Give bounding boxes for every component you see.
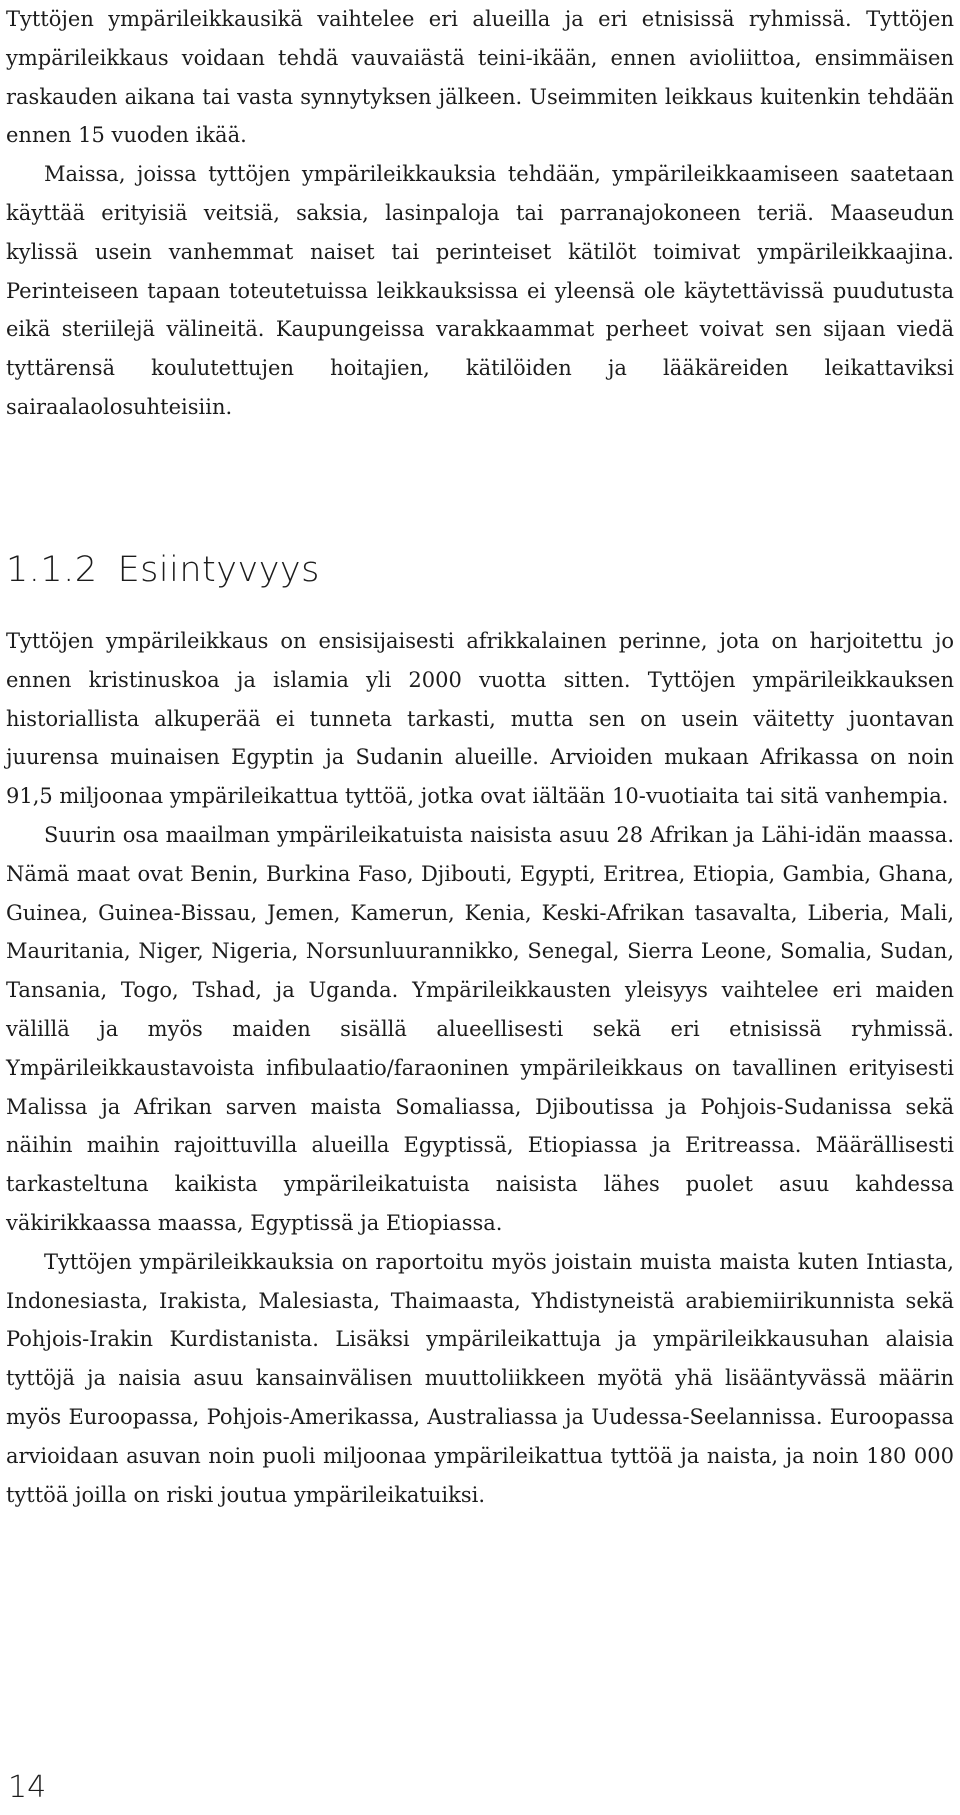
prevalence-text-block: [6, 622, 954, 1514]
paragraph-circumcision-tools: Maissa, joissa tyttöjen ympärileikkauksia tehdään, ympärileikkaamiseen saatetaan käyttää erityisiä veitsiä, saksia, lasinpaloja tai parranajokoneen teriä. Maaseudun kylissä usein vanhemmat naiset tai perinteiset kätilöt toimivat ympärileikkaajina. Perinteiseen tapaan toteutetuissa leikkauksissa ei yleensä ole käytettävissä puudutusta eikä steriilejä välineitä. Kaupungeissa varakkaammat perheet voivat sen sijaan viedä tyttärensä koulutettujen hoitajien, kätilöiden ja lääkäreiden leikattaviksi sairaalaolosuhteisiin.: [6, 162, 954, 419]
section-heading: [6, 548, 320, 592]
paragraph-circumcision-age: Tyttöjen ympärileikkausikä vaihtelee eri alueilla ja eri etnisissä ryhmissä. Tyttöjen ympärileikkaus voidaan tehdä vauvaiästä teini-ikään, ennen avioliittoa, ensimmäisen raskauden aikana tai vasta synnytyksen jälkeen. Useimmiten leikkaus kuitenkin tehdään ennen 15 vuoden ikää.: [6, 7, 954, 148]
paragraph-countries: Suurin osa maailman ympärileikatuista naisista asuu 28 Afrikan ja Lähi-idän maassa. Nämä maat ovat Benin, Burkina Faso, Djibouti, Egypti, Eritrea, Etiopia, Gambia, Ghana, Guinea, Guinea-Bissau, Jemen, Kamerun, Kenia, Keski-Afrikan tasavalta, Liberia, Mali, Mauritania, Niger, Nigeria, Norsunluurannikko, Senegal, Sierra Leone, Somalia, Sudan, Tansania, Togo, Tshad, ja Uganda. Ympärileikkausten yleisyys vaihtelee eri maiden välillä ja myös maiden sisällä alueellisesti sekä eri etnisissä ryhmissä. Ympärileikkaustavoista infibulaatio/faraoninen ympärileikkaus on tavallinen erityisesti Malissa ja Afrikan sarven maista Somaliassa, Djiboutissa ja Pohjois-Sudanissa sekä näihin maihin rajoittuvilla alueilla Egyptissä, Etiopiassa ja Eritreassa. Määrällisesti tarkasteltuna kaikista ympärileikatuista naisista lähes puolet asuu kahdessa väkirikkaassa maassa, Egyptissä ja Etiopiassa.: [6, 822, 954, 1235]
section-title: Esiintyvyys: [117, 550, 320, 590]
intro-text-block: [6, 0, 954, 427]
page-number: 14: [8, 1770, 47, 1805]
paragraph-african-tradition: Tyttöjen ympärileikkaus on ensisijaisesti afrikkalainen perinne, jota on harjoitettu jo ennen kristinuskoa ja islamia yli 2000 vuotta sitten. Tyttöjen ympärileikkauksen historiallista alkuperää ei tunneta tarkasti, mutta sen on usein väitetty juontavan juurensa muinaisen Egyptin ja Sudanin alueille. Arvioiden mukaan Afrikassa on noin 91,5 miljoonaa ympärileikattua tyttöä, jotka ovat iältään 10-vuotiaita tai sitä vanhempia.: [6, 629, 954, 809]
section-number: 1.1.2: [6, 550, 98, 590]
paragraph-other-regions: Tyttöjen ympärileikkauksia on raportoitu myös joistain muista maista kuten Intiasta, Indonesiasta, Irakista, Malesiasta, Thaimaasta, Yhdistyneistä arabiemiirikunnista sekä Pohjois-Irakin Kurdistanista. Lisäksi ympärileikattuja ja ympärileikkausuhan alaisia tyttöjä ja naisia asuu kansainvälisen muuttoliikkeen myötä yhä lisääntyvässä määrin myös Euroopassa, Pohjois-Amerikassa, Australiassa ja Uudessa-Seelannissa. Euroopassa arvioidaan asuvan noin puoli miljoonaa ympärileikattua tyttöä ja naista, ja noin 180 000 tyttöä joilla on riski joutua ympärileikatuiksi.: [6, 1249, 954, 1507]
